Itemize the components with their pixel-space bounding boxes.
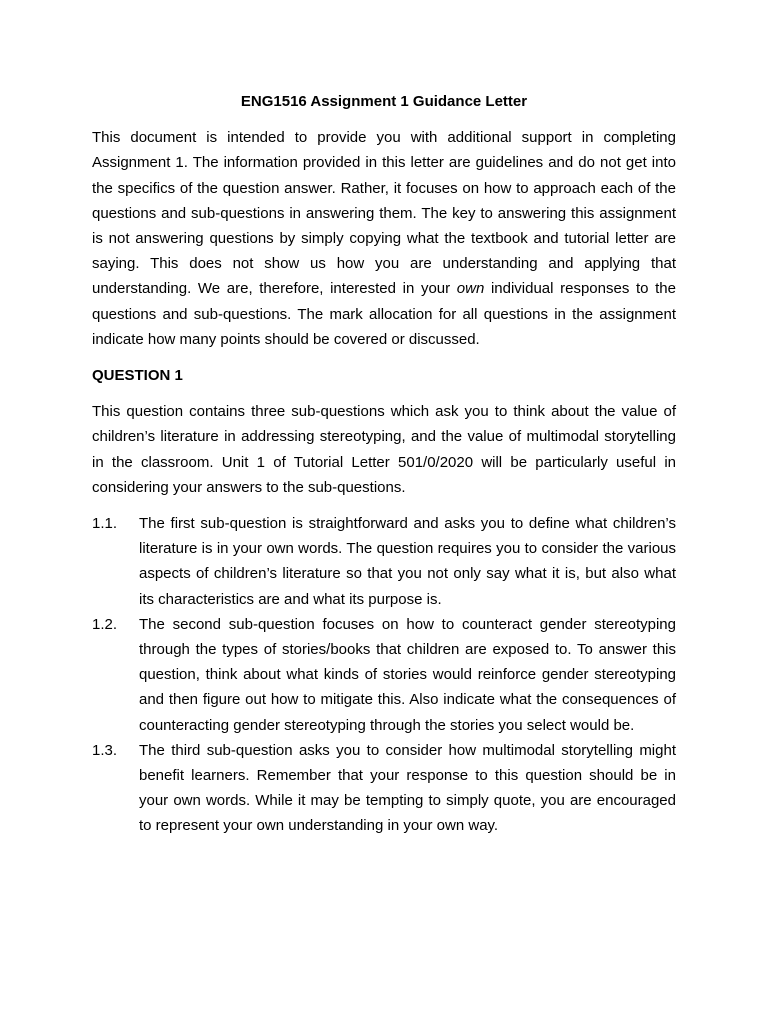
- sub-question-1-3: [92, 738, 676, 839]
- intro-emphasis: own: [456, 280, 485, 298]
- intro-text-part1: This document is intended to provide you with additional support in completing Assignment 1. The information provided in this letter are guidelines and do not get into the specifics of the question answer. Rather, it focuses on how to approach each of the questions and sub-questions in answering them. The key to answering this assignment is not answering questions by simply copying what the textbook and tutorial letter are saying. This does not show us how you are understanding and applying that understanding. We are, therefore, interested in your: [92, 129, 676, 298]
- intro-paragraph: [92, 125, 676, 352]
- sub-question-number: 1.3.: [92, 741, 118, 759]
- sub-question-list: [92, 511, 676, 839]
- sub-question-text: The second sub-question focuses on how to counteract gender stereotyping through the types of stories/books that children are exposed to. To answer this question, think about what kinds of stories would reinforce gender stereotyping and then figure out how to mitigate this. Also indicate what the consequences of counteracting gender stereotyping through the stories you select would be.: [139, 615, 676, 734]
- sub-question-1-1: [92, 511, 676, 612]
- sub-question-text: The third sub-question asks you to consider how multimodal storytelling might benefit learners. Remember that your response to this question should be in your own words. While it may be tempting to simply quote, you are encouraged to represent your own understanding in your own way.: [139, 741, 676, 835]
- sub-question-number: 1.1.: [92, 515, 118, 533]
- question-1-description: This question contains three sub-questions which ask you to think about the value of children’s literature in addressing stereotyping, and the value of multimodal storytelling in the classroom. Unit 1 of Tutorial Letter 501/0/2020 will be particularly useful in considering your answers to the sub-questions.: [92, 403, 676, 496]
- document-title: ENG1516 Assignment 1 Guidance Letter: [240, 93, 528, 110]
- sub-question-number: 1.2.: [92, 615, 118, 633]
- sub-question-1-2: [92, 612, 676, 738]
- question-1-heading: QUESTION 1: [92, 367, 183, 385]
- sub-question-text: The first sub-question is straightforward and asks you to define what children’s literature is in your own words. The question requires you to consider the various aspects of children’s literature so that you not only say what it is, but also what its characteristics are and what its purpose is.: [139, 515, 676, 608]
- document-body: [92, 89, 676, 839]
- intro-text-part2: individual responses to the questions and sub-questions. The mark allocation for all questions in the assignment indicate how many points should be covered or discussed.: [92, 280, 676, 348]
